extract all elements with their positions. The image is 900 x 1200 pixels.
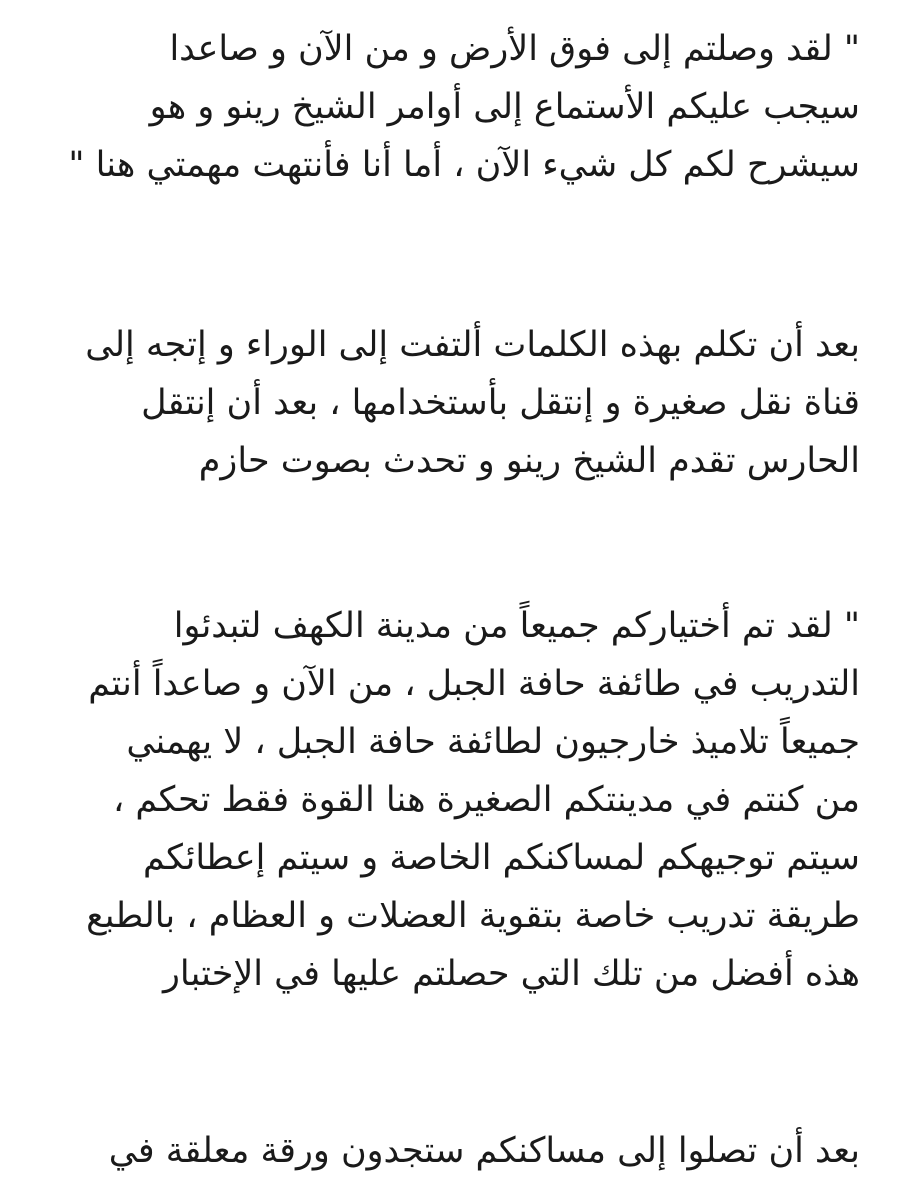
text-line: سيجب عليكم الأستماع إلى أوامر الشيخ رينو و هو <box>149 87 860 127</box>
text-line: بعد أن تكلم بهذه الكلمات ألتفت إلى الوراء و إتجه إلى <box>85 325 860 365</box>
text-line: بعد أن تصلوا إلى مساكنكم ستجدون ورقة معلقة في <box>108 1131 860 1171</box>
text-line: " لقد وصلتم إلى فوق الأرض و من الآن و صاعدا <box>169 29 860 69</box>
text-line: من كنتم في مدينتكم الصغيرة هنا القوة فقط تحكم ، <box>112 780 860 820</box>
paragraph-2 <box>40 316 860 490</box>
text-line: طريقة تدريب خاصة بتقوية العضلات و العظام ، بالطبع <box>86 896 860 936</box>
text-line: هذه أفضل من تلك التي حصلتم عليها في الإختبار <box>163 954 860 994</box>
text-line: الحارس تقدم الشيخ رينو و تحدث بصوت حازم <box>198 441 860 481</box>
paragraph-1 <box>40 20 860 194</box>
text-line: سيتم توجيهكم لمساكنكم الخاصة و سيتم إعطائكم <box>142 838 860 878</box>
text-line: التدريب في طائفة حافة الجبل ، من الآن و صاعداً أنتم <box>88 664 860 704</box>
paragraph-4 <box>40 1122 860 1180</box>
text-line: جميعاً تلاميذ خارجيون لطائفة حافة الجبل ، لا يهمني <box>126 722 860 762</box>
paragraph-3 <box>40 597 860 1003</box>
text-line: سيشرح لكم كل شيء الآن ، أما أنا فأنتهت مهمتي هنا " <box>68 145 860 185</box>
text-line: قناة نقل صغيرة و إنتقل بأستخدامها ، بعد أن إنتقل <box>141 383 860 423</box>
text-line: " لقد تم أختياركم جميعاً من مدينة الكهف لتبدئوا <box>173 606 860 646</box>
